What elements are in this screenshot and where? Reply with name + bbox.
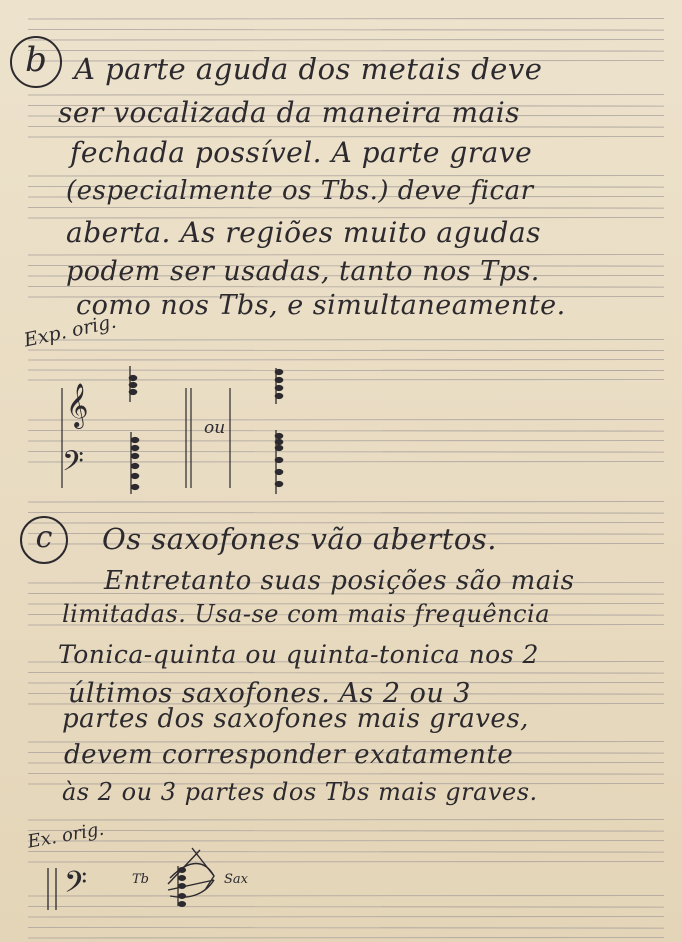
staff-line [28, 928, 664, 929]
music-example-2 [48, 848, 214, 910]
staff-line [28, 831, 664, 832]
sax-label: Sax [224, 872, 248, 887]
chord-1-upper [129, 366, 137, 402]
staff-line [28, 774, 664, 775]
chord-2-lower [275, 430, 283, 494]
staff-line [28, 431, 664, 432]
staff-line [28, 370, 664, 371]
treble-clef-icon: 𝄞 [66, 383, 89, 427]
section-b-line-5: aberta. As regiões muito agudas [66, 216, 542, 249]
section-c-line-8: às 2 ou 3 partes dos Tbs mais graves. [62, 778, 538, 806]
staff-line [28, 452, 664, 453]
section-c-line-4: Tonica-quinta ou quinta-tonica nos 2 [58, 640, 539, 669]
section-b-line-4: (especialmente os Tbs.) deve ficar [66, 176, 534, 206]
section-b-line-3: fechada possível. A parte grave [70, 136, 533, 169]
chord-1-lower [131, 432, 139, 494]
section-b-line-1: A parte aguda dos metais deve [74, 52, 543, 86]
ou-label: ou [204, 418, 226, 438]
music-example-1 [62, 366, 283, 494]
staff-line [28, 208, 664, 209]
tb-label: Tb [132, 872, 149, 887]
section-c-line-2: Entretanto suas posições são mais [104, 566, 575, 596]
section-c-line-3: limitadas. Usa-se com mais frequência [62, 600, 551, 628]
section-c-marker: c [20, 516, 68, 564]
staff-line [28, 907, 664, 908]
section-c-line-7: devem corresponder exatamente [64, 740, 514, 770]
section-c-line-6: partes dos saxofones mais graves, [62, 704, 529, 734]
bass-clef-icon: 𝄢 [62, 445, 84, 485]
staff-line [28, 51, 664, 52]
example-label-c: Ex. orig. [26, 818, 106, 853]
example-label-b: Exp. orig. [22, 310, 119, 352]
section-b-line-6: podem ser usadas, tanto nos Tps. [66, 256, 540, 287]
section-c-line-5: últimos saxofones. As 2 ou 3 [68, 678, 471, 709]
staff-line [28, 350, 664, 351]
staff-line [28, 513, 664, 514]
bass-clef-icon: 𝄢 [64, 866, 88, 907]
staff-line [28, 673, 664, 674]
section-b-marker: b [10, 36, 62, 88]
correspondence-arrows [168, 848, 214, 897]
staff-line [28, 852, 664, 853]
section-b-line-2: ser vocalizada da maneira mais [58, 96, 521, 129]
section-b-line-7: como nos Tbs, e simultaneamente. [76, 290, 566, 321]
section-c-line-1: Os saxofones vão abertos. [102, 522, 497, 556]
staff-line [28, 30, 664, 31]
chord-2-upper [275, 368, 283, 404]
